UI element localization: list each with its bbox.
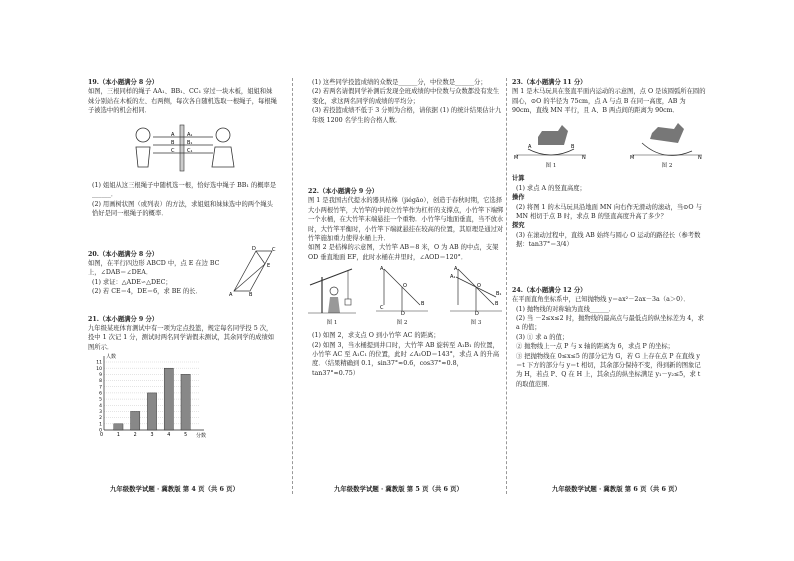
svg-text:A: A [454, 266, 458, 273]
q19-text: 如图，三根同样的绳子 AA₁、BB₁、CC₁ 穿过一块木板，姐姐和妹妹分别站在木板的左、右两侧，每次各自随机选取一根绳子，每根绳子被选中的机会相同． [88, 88, 277, 115]
q24-part-2: (2) 当 －2≤x≤2 时，抛物线的最高点与最低点的纵坐标差为 4，求 a 的值； [516, 314, 704, 332]
q24-part-3a: (3) ① 求 a 的值； [516, 333, 569, 341]
y-tick-label: 4 [99, 404, 102, 410]
label-C: C [171, 147, 175, 154]
x-tick-label: 2 [133, 433, 137, 439]
x-tick-label: 5 [184, 433, 188, 439]
q21-part-1: (1) 这些同学投篮成绩的众数是______分，中位数是______分； [312, 79, 487, 86]
score-bar-chart [88, 352, 208, 440]
q19-figure [88, 119, 278, 178]
q21-heading: 21.（本小题满分 9 分） [88, 315, 159, 323]
y-tick-label: 0 [99, 428, 102, 434]
svg-text:B₁: B₁ [496, 291, 502, 298]
y-tick-label: 6 [99, 391, 102, 397]
y-tick-label: 1 [99, 422, 102, 428]
svg-text:A: A [528, 143, 532, 150]
q23-text: 图 1 是木马玩具在竖直平面内运动的示意图，点 O 是该圆弧所在圆的圆心，⊙O 的半径为 75cm，点 A 与点 B 在同一高度，AB 为 90cm，直线 MN 平行，且 A、B 两点间的距离为 90cm． [512, 88, 706, 115]
svg-text:O: O [403, 283, 407, 290]
bar [147, 393, 156, 430]
q22-part-2: (2) 如图 3，当水桶提到井口时，大竹竿 AB 旋转至 A₁B₁ 的位置，小竹竿 AC 至 A₁C₁ 的位置，此时 ∠A₁OD＝143°，求点 A 的升高度．（结果精确到 0.1，sin37°≈0.6，cos37°≈0.8，tan37°≈0.75） [312, 341, 500, 377]
q24-part-3c: ③ 把抛物线在 0≤x≤5 的部分记为 G，若 G 上存在点 P 在直线 y＝t 下方的部分与 y＝t 相切，其余部分保持不变，得到新的图象记为 H，若点 P、Q 在 H 上，其余点的纵坐标满足 y₁－y₂≤5，求 t 的取值范围． [516, 352, 701, 388]
footer-page-5: 九年级数学试题 · 冀教版 第 5 页（共 6 页） [334, 485, 463, 493]
x-tick-label: 1 [116, 433, 120, 439]
figure-caption-2: 图 2 [396, 319, 408, 326]
svg-text:B: B [495, 301, 499, 308]
q20-text: 如图，在平行四边形 ABCD 中，点 E 在边 BC 上，∠DAB＝∠DEA． [88, 260, 220, 277]
footer-page-6: 九年级数学试题 · 冀教版 第 6 页（共 6 页） [552, 485, 681, 493]
column-page-4 [88, 78, 278, 444]
q19-part-2: (2) 用画树状图（或列表）的方法，求姐姐和妹妹选中的两个绳头恰好是同一根绳子的概率． [92, 200, 273, 218]
y-tick-label: 10 [96, 367, 102, 373]
bar [114, 424, 123, 430]
figure-caption-2: 图 2 [661, 163, 673, 170]
svg-text:B: B [421, 301, 425, 308]
figure-caption-3: 图 3 [470, 319, 482, 326]
label-A: A [229, 291, 233, 297]
lever-diagram-2 [374, 265, 430, 315]
question-21 [88, 315, 278, 444]
q19-heading: 19.（本小题满分 8 分） [88, 79, 159, 86]
bar [164, 368, 173, 430]
q22-figures [308, 265, 504, 328]
label-A: A [171, 131, 175, 138]
q23-part-2: (2) 将图 1 的木马玩具沿地面 MN 向右作无滑动的滚动，当⊙O 与 MN 相切于点 B 时，求点 B 的竖直高度升高了多少？ [516, 203, 702, 221]
q24-part-1: (1) 抛物线的对称轴为直线______． [516, 305, 616, 313]
svg-text:B: B [571, 143, 575, 150]
y-axis-label: 人数 [106, 354, 117, 361]
label-C: C [272, 246, 276, 253]
calc-heading: 计算 [512, 175, 525, 183]
footer-page-4: 九年级数学试题 · 冀教版 第 4 页（共 6 页） [110, 485, 239, 493]
q20-heading: 20.（本小题满分 8 分） [88, 250, 159, 258]
svg-text:M: M [514, 154, 519, 159]
svg-text:C: C [380, 305, 384, 312]
q22-text: 图 1 是我国古代提水的器具桔槔（jiégāo），创造于春秋时期，它选择大小两根竹竿，大竹竿的中间立竹竿作为杠杆的支撑点，小竹竿下端绑一个水桶，在大竹竿末端悬挂一个重物．小竹竿与地面垂直，当不放水时，大竹竿平衡时，小竹竿下端就悬挂在较高的位置，其原理是通过对竹竿施加重力使得水桶上升． [308, 197, 504, 243]
operation-heading: 操作 [512, 194, 525, 202]
rope-board-figure [123, 119, 243, 175]
q23-part-3: (3) 在滚动过程中，直线 AB 始终与圆心 O 运动的路径长（参考数据：tan37°＝3/4） [516, 231, 701, 249]
bar [131, 412, 140, 431]
question-22 [308, 187, 504, 378]
svg-text:O: O [477, 283, 481, 290]
column-divider [506, 78, 507, 494]
question-20 [88, 245, 278, 297]
rocking-horse-figure-1 [512, 119, 590, 159]
svg-text:N: N [582, 154, 586, 159]
column-page-5 [308, 78, 504, 378]
q21-text: 九年级某班体育测试中有一项为定点投篮，规定每名同学投 5 次，投中 1 次记 1 分，测试时两名同学请假未测试，其余同学的成绩如图所示． [88, 325, 275, 351]
svg-text:A: A [380, 266, 384, 273]
q23-part-1: (1) 求点 A 的竖直高度； [516, 184, 586, 192]
rocking-horse-figure-2 [628, 119, 706, 159]
figure-caption-1: 图 1 [326, 319, 338, 326]
y-tick-label: 2 [99, 416, 102, 422]
column-page-6 [512, 78, 706, 389]
question-24 [512, 286, 706, 389]
x-tick-label: 3 [150, 433, 154, 439]
q24-text: 在平面直角坐标系中，已知抛物线 y＝ax²－2ax－3a（a＞0）． [512, 296, 690, 304]
q20-part-1: (1) 求证：△ADE∽△DEC； [92, 278, 172, 286]
y-tick-label: 7 [99, 385, 102, 391]
origin-label: 0 [100, 433, 104, 439]
label-B: B [249, 291, 253, 297]
svg-text:D: D [401, 311, 405, 316]
label-D: D [252, 245, 256, 252]
y-tick-label: 3 [99, 410, 102, 416]
y-tick-label: 9 [99, 373, 102, 379]
well-sweep-picture [308, 265, 356, 315]
label-B1: B₁ [187, 139, 193, 146]
q22-part-1: (1) 如图 2，求支点 O 到小竹竿 AC 的距离； [312, 332, 440, 340]
svg-text:D: D [475, 311, 479, 316]
y-tick-label: 8 [99, 379, 102, 385]
q24-heading: 24.（本小题满分 12 分） [512, 286, 587, 294]
bar [181, 375, 190, 431]
y-tick-label: 11 [96, 360, 102, 366]
lever-diagram-3 [448, 265, 504, 315]
q22-heading: 22.（本小题满分 9 分） [308, 188, 379, 196]
label-A1: A₁ [187, 131, 193, 138]
explore-heading: 探究 [512, 222, 525, 230]
x-axis-label: 分数 [196, 433, 207, 440]
svg-text:M: M [630, 154, 635, 159]
x-tick-label: 4 [167, 433, 171, 439]
q24-part-3b: ② 抛物线上一点 P 与 x 轴的距离为 6，求点 P 的坐标； [516, 343, 674, 351]
q22-text-2: 如图 2 是桔槔的示意图，大竹竿 AB＝8 米，O 为 AB 的中点，支架 OD 垂直地面 EF，此时水桶在井里时，∠AOD＝120°． [308, 244, 499, 261]
q19-part-1: (1) 姐姐从这三根绳子中随机选一根，恰好选中绳子 BB₁ 的概率是______． [92, 182, 277, 199]
q23-heading: 23.（本小题满分 11 分） [512, 79, 587, 86]
q23-figures [512, 119, 706, 172]
svg-text:N: N [698, 154, 702, 159]
label-E: E [267, 262, 271, 269]
q21-part-2: (2) 若两名请假同学补测后发现全班成绩的中位数与众数都没有发生变化，求这两名同学的成绩的平均分； [312, 88, 500, 105]
column-divider [292, 78, 293, 494]
q20-part-2: (2) 若 CE＝4，DE＝6，求 BE 的长． [92, 288, 202, 296]
question-23 [512, 78, 706, 250]
figure-caption-1: 图 1 [545, 163, 557, 170]
q21-part-3: (3) 若投篮成绩不低于 3 分则为合格，请依据 (1) 的统计结果估计九年级 1200 名学生的合格人数． [312, 107, 502, 124]
parallelogram-figure [228, 245, 278, 297]
label-B: B [171, 139, 175, 146]
question-19 [88, 78, 278, 219]
label-C1: C₁ [187, 147, 193, 154]
question-21-continued [308, 78, 504, 125]
svg-text:A₁: A₁ [450, 274, 456, 281]
y-tick-label: 5 [99, 397, 102, 403]
